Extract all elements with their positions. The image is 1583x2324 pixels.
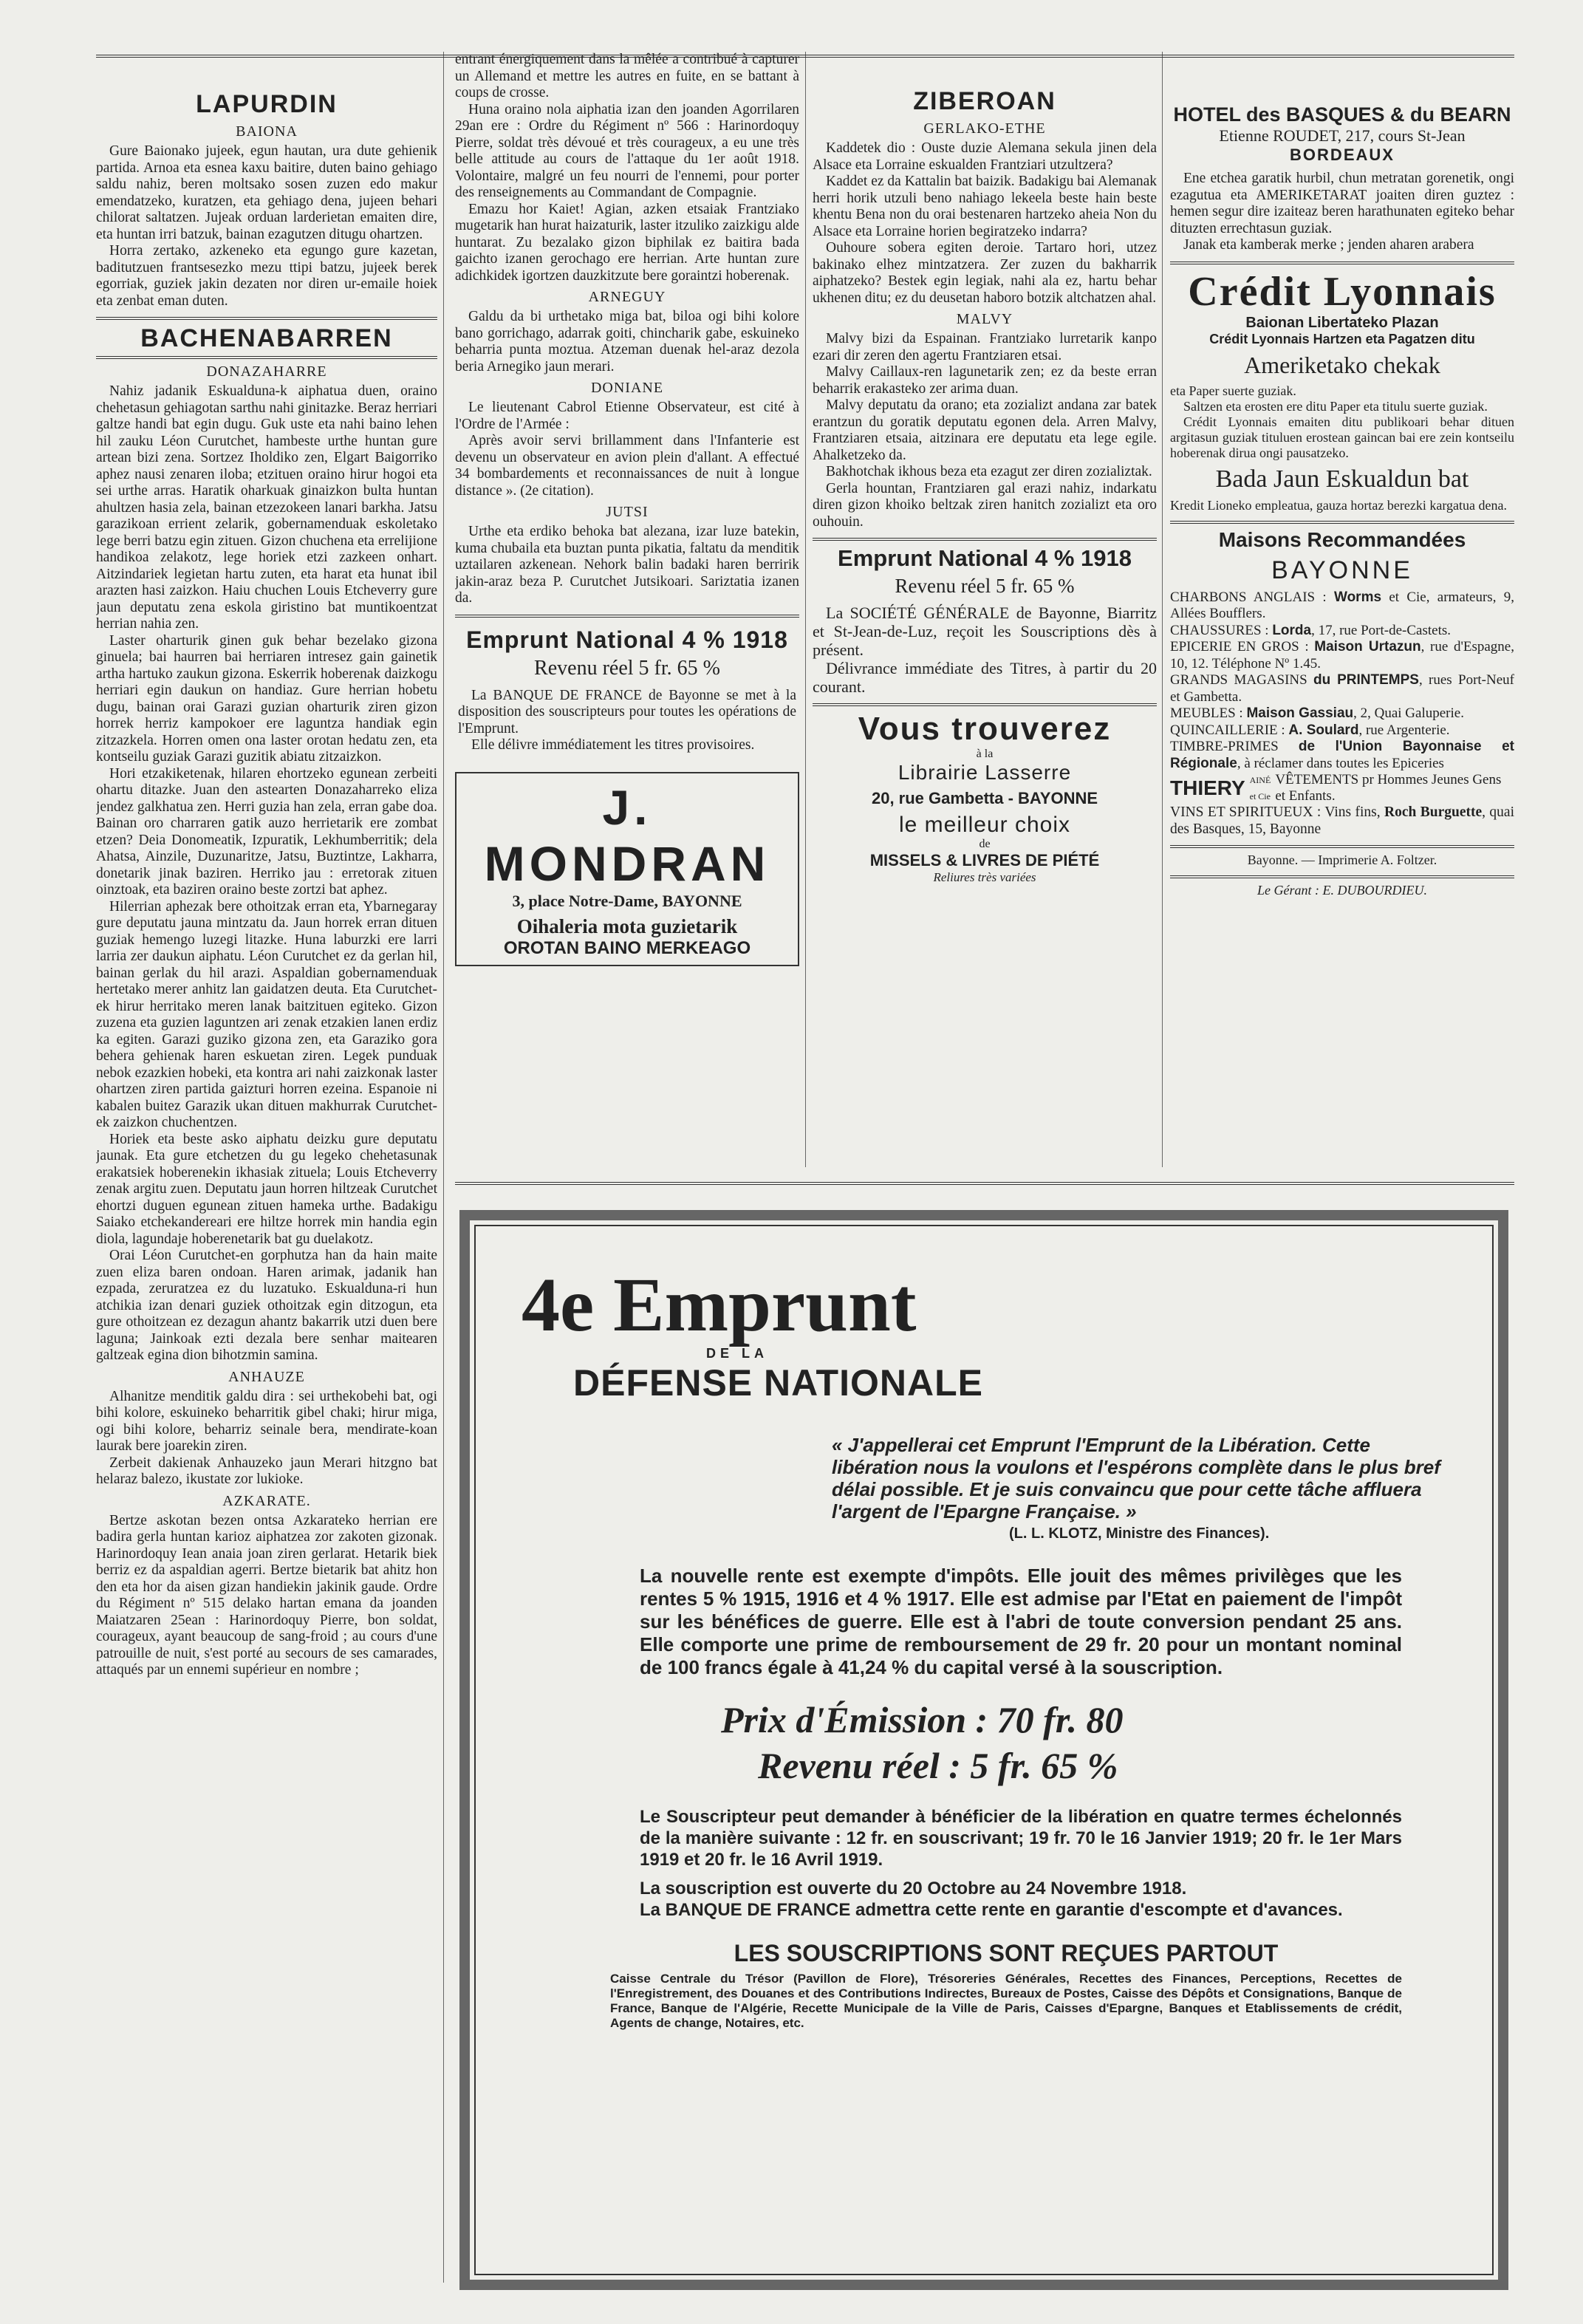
ad-text: Délivrance immédiate des Titres, à partir du 20 courant. — [813, 659, 1157, 696]
listing-name: A. Soulard — [1288, 722, 1359, 738]
section-rule — [1170, 262, 1514, 264]
ad-revenu: Revenu réel 5 fr. 65 % — [534, 656, 720, 680]
listing-rest: , rue d'Espagne, 10, 12. Téléphone Nº 1.45. — [1170, 639, 1514, 671]
big-ad-paragraph: La nouvelle rente est exempte d'impôts. Elle jouit des mêmes privilèges que les rentes 5 % 1915, 1916 et 4 % 1917. Elle est admise par l'Etat en paiement de l'impôt sur les bénéfices de guerre. Elle est à l'abri de toute conversion pendant 25 ans. Elle comporte une prime de remboursement de 29 fr. 20 pour un montant nominal de 100 francs égale à 41,24 % du capital versé à la souscription. — [640, 1565, 1402, 1678]
listing-rest: , quai des Basques, 15, Bayonne — [1170, 804, 1514, 837]
ad-text: Elle délivre immédiatement les titres provisoires. — [471, 737, 755, 753]
section-rule — [1170, 845, 1514, 848]
credit-cheques: Ameriketako chekak — [1244, 351, 1440, 378]
listing-rest: et Cie, armateurs, 9, Allées Boufflers. — [1170, 589, 1514, 621]
maisons-title: Maisons Recommandées — [1218, 527, 1466, 551]
article-paragraph: Nahiz jadanik Eskualduna-k aiphatua duen, oraino chehetasun gehiagotan sarthu nahi ginitazke. Beraz herriari galtze handi bat egin dugu. Guk uste eta nahi baino lehen hil zauku Léon Curutchet, hambeste urthe huntan gure artean bizi zena. Sortzez Iholdiko zen, Elgart Baigorriko aphez nausi zenaren iloba; etzituen oraino hirur hogoi eta sei urthe arras. Haratik oharkuak ginaizkon bulta huntan ahultzen hasia zela, bainan etzezokeen lanari barkha. Jatsu garazikoan errient zelarik, gobernamenduak eskoletako lege berri batzu egin zituen. Gizon chuchena eta errelijione handikoa zelakotz, lege horiek etzi zazkeen onhart. Aitzindariek legietan hartu zuten, eta harat eta hunat ibil arazten hasi zaizkon. Haiu chuchen Louis Etcheverry gure jaun deputatu zena eskola giristino bat muntikoentzat herrian nahia zen. — [96, 383, 437, 632]
column-3 — [813, 87, 1157, 1151]
top-rule — [96, 55, 1514, 58]
big-ad-quote-author: (L. L. KLOTZ, Ministre des Finances). — [1009, 1525, 1270, 1542]
ad-lib-small: de — [979, 838, 991, 850]
listing-name: Roch Burguette — [1384, 804, 1483, 820]
column-1 — [96, 65, 437, 2311]
gerant: Le Gérant : E. DUBOURDIEU. — [1257, 883, 1427, 898]
ad-lib-reliures: Reliures très variées — [933, 870, 1036, 884]
place-heading: ARNEGUY — [588, 289, 666, 305]
big-ad-de-la: DE LA — [706, 1346, 768, 1361]
article-paragraph: Laster oharturik ginen guk behar bezelako gizona ginuela; bai haurren bai herriaren intresez gain gainetik artha hartuko zaukun gizona. Eskerrik hoberenak daizkogu herriari egin daukun on handiaz. Gure herrian hobetu dugu, bainan orai Garazi guzian oharturik ziren gizon horrek herriz kampokoer ere laguntza handiak egin zitzazkela. Horren omen ona laster orotan hedatu zen, eta kontseilu guziak Garazi guzitik abiatu zitzaizkon. — [96, 632, 437, 765]
listing-name: Lorda — [1272, 622, 1312, 638]
article-paragraph: Hori etzakiketenak, hilaren ehortzeko egunean zerbeiti ohartu ditazke. Juan den astearten Donazaharreko eliza jendez galkhatua zen. Herri guzia han zela, erran gabe doa. Bainan oro charraren gatik auzo herrietarik ere zombat etzen? Deia Donomeatik, Izpuratik, Lekhumberritik; dela Ahatsa, Ainzile, Duzunaritze, Jatsu, Buztintze, Lakharra, donetarik jinak baziren. Herriko jau : erretorak zituen oinztoak, eta baziren oraino beste zortzi bat aphez. — [96, 765, 437, 898]
listing-name: Maison Urtazun — [1314, 639, 1421, 655]
article-paragraph: Malvy Caillaux-ren lagunetarik zen; ez da beste erran beharrik erakasteko zer arima duan. — [813, 364, 1157, 397]
credit-bada: Bada Jaun Eskualdun bat — [1215, 465, 1469, 493]
ad-mondran — [455, 772, 799, 966]
listing-name: Maison Gassiau — [1246, 705, 1354, 721]
article-paragraph: Malvy deputatu da orano; eta zozializt andana zar batek erantzun du goratik deputatu egonen dela. Arren Malvy, Frantziaren etsaia, aitzinara ere deputatu eta lege egile. Ahalketzeko da. — [813, 397, 1157, 463]
article-paragraph: Après avoir servi brillamment dans l'Infanterie est devenu un observateur en avion plein d'allant. A effectué 34 bombardements et reconnaissances de nuit à longue distance ». (2e citation). — [455, 433, 799, 499]
place-heading: DONIANE — [590, 380, 664, 396]
listing-category: TIMBRE-PRIMES — [1170, 739, 1279, 754]
big-ad-title-word: Emprunt — [613, 1262, 917, 1347]
ad-text: La SOCIÉTÉ GÉNÉRALE de Bayonne, Biarritz et St-Jean-de-Luz, reçoit les Souscriptions dès à présent. — [813, 604, 1157, 659]
section-rule — [813, 703, 1157, 706]
hotel-text: Ene etchea garatik hurbil, chun metratan gorenetik, ongi ezagutua eta AMERIKETARAT joaiten diren guztez : hemen segur dire izaiteaz beren harathunaten egiteko behar dituzten errechtasun guziak. — [1170, 171, 1514, 236]
article-paragraph: Bertze askotan bezen ontsa Azkarateko herrian ere badira gerla huntan karioz aiphatzea zor zakoten gizonak. Harinordoquy Iean anaia joan ziren gerlarat. Hetarik biek berriz ez da aspaldian agerri. Bertze bietarik bat ahitz hon den eta hor da aisen gizan handiekin jakinik gaude. Ordre du Régiment nº 515 delako hartan emana da joanden Maiatzaren 25ean : Harinordoquy Pierre, bon soldat, courageux, ayant beaucoup de sang-froid ; au cours d'une patrouille de nuit, s'est porté au secours de ses camarades, attaqués par un ennemi supérieur en nombre ; — [96, 1512, 437, 1678]
ad-mondran-line: Oihaleria mota guzietarik — [516, 915, 738, 937]
article-paragraph: Bakhotchak ikhous beza eta ezagut zer diren zozializtak. — [826, 464, 1152, 479]
place-heading: MALVY — [956, 311, 1013, 327]
section-rule — [1170, 521, 1514, 524]
article-paragraph: Huna oraino nola aiphatia izan den joanden Agorrilaren 29an ere : Ordre du Régiment nº 566 : Harinordoquy Pierre, soldat très dévoué et très courageux, a eu une très belle attitude au cours de l'attaque du 1er août 1918. Volontaire, malgré un feu nourri de l'ennemi, pour porter des renseignements au Commandant de Compagnie. — [455, 101, 799, 200]
ad-revenu: Revenu réel 5 fr. 65 % — [895, 575, 1075, 597]
ad-lib-name: Librairie Lasserre — [898, 761, 1072, 784]
listing-vins — [1170, 804, 1514, 838]
listing-item — [1170, 705, 1514, 722]
ad-mondran-name: J. MONDRAN — [484, 779, 770, 891]
credit-text: Saltzen eta erosten ere ditu Paper eta titulu suerte guziak. — [1183, 398, 1488, 414]
listing-item — [1170, 722, 1514, 739]
ad-lib-choix: le meilleur choix — [898, 813, 1071, 837]
ad-lib-small: à la — [976, 748, 994, 760]
credit-sub: Crédit Lyonnais Hartzen eta Pagatzen ditu — [1209, 331, 1475, 346]
listing-rest: , rue Argenterie. — [1358, 722, 1450, 738]
ad-librairie-lasserre — [813, 711, 1157, 885]
place-heading: ANHAUZE — [228, 1368, 305, 1385]
big-ad-revenu: Revenu réel : 5 fr. 65 % — [758, 1745, 1118, 1786]
article-paragraph: Emazu hor Kaiet! Agian, azken etsaiak Frantziako mugetarik han hurat haizaturik, laster itzuliko zaizkigu alde huntarat. Zu bezalako gizon biphilak ez baitira bada gaichto izanen gerochago ere herrian. Arte huntan zure adichkidek igortzen dauzkitzute bere goraintzi hoberenak. — [455, 201, 799, 284]
big-ad-title — [522, 1262, 1446, 1347]
imprimerie: Bayonne. — Imprimerie A. Foltzer. — [1247, 852, 1437, 867]
section-rule — [1170, 875, 1514, 878]
listing-category: QUINCAILLERIE : — [1170, 722, 1285, 738]
hotel-title: HOTEL des BASQUES & du BEARN — [1173, 103, 1511, 126]
listing-rest: , 17, rue Port-de-Castets. — [1311, 622, 1452, 638]
listing-item — [1170, 739, 1514, 772]
column-rule — [1162, 52, 1163, 1167]
credit-title: Crédit Lyonnais — [1188, 268, 1497, 315]
article-paragraph: Horra zertako, azkeneko eta egungo gure kazetan, baditutzuen frantsesezko mezu ttipi batzu, jujeek berek egorriak, guziek jakin dezaten nor diren ur-emaile hoiek eta zenbat eman duten. — [96, 243, 437, 309]
listing-category: EPICERIE EN GROS : — [1170, 639, 1309, 655]
big-ad-paragraph: Le Souscripteur peut demander à bénéficier de la libération en quatre termes échelonnés de la manière suivante : 12 fr. en souscrivant; 19 fr. 70 le 16 Janvier 1919; 20 fr. le 1er Mars 1919 et 20 fr. le 16 Avril 1919. — [640, 1807, 1402, 1870]
article-paragraph: Horiek eta beste asko aiphatu deizku gure deputatu jaunak. Eta gure etchetzen du gu legeko chehetasunak erakatsiek hoberenekin ikhasiak zituela; Louis Etcheverry zenak argitu zuen. Deputatu jaun horren hiltzeak Curutchet ehortzi duguen egunean zituen hameka urthe. Badakigu Saiako etchekandereari ere hiltze horrek min handia egin diola, lagundaje hoberenetarik bat gu duelakotz. — [96, 1131, 437, 1247]
ad-title: Emprunt National 4 % 1918 — [838, 545, 1132, 571]
article-paragraph: Le lieutenant Cabrol Etienne Observateur, est cité à l'Ordre de l'Armée : — [455, 400, 799, 432]
big-ad-paragraph: La souscription est ouverte du 20 Octobre au 24 Novembre 1918. — [640, 1879, 1187, 1898]
listing-item — [1170, 623, 1514, 640]
article-paragraph: entrant énergiquement dans la mêlée a contribué à capturer un Allemand et mettre les autres en fuite, en se battant à coups de crosse. — [455, 52, 799, 100]
hotel-owner: Etienne ROUDET, 217, cours St-Jean — [1219, 126, 1466, 145]
big-ad-defense: DÉFENSE NATIONALE — [573, 1362, 983, 1404]
big-ad-title-num: 4e — [522, 1262, 595, 1347]
article-paragraph: Ouhoure sobera egiten deroie. Tartaro hori, utzez bakinako elhez mintzatzera. Zer zuzen du bakharrik aiphatzeko? Bestek egin legiak, nahi ala ez, hartu behar ukhenen ditu; ez du deusetan haboro botzik altchatzen ahal. — [813, 240, 1157, 306]
article-paragraph: Gerla hountan, Frantziaren gal erazi nahiz, indarkatu diren gizon khoiko beltzak ziren hanitch zozializt eta oro ouhouin. — [813, 480, 1157, 530]
ad-mondran-address: 3, place Notre-Dame, BAYONNE — [512, 891, 742, 910]
ad-lib-headline: Vous trouverez — [858, 711, 1112, 747]
listing-name: Worms — [1333, 589, 1382, 605]
place-heading: JUTSI — [606, 504, 649, 520]
place-heading: AZKARATE. — [222, 1492, 311, 1509]
column-4 — [1170, 103, 1514, 1167]
ad-lib-missels: MISSELS & LIVRES DE PIÉTÉ — [869, 851, 1100, 869]
article-paragraph: Hilerrian aphezak bere othoitzak erran eta, Ybarnegaray gure deputatu jauna mintzatu da. Jaun horrek erran dituen guziak hemengo luzegi litazke. Huna laburzki ere larri larria zer daukun aiphatu. Léon Curutchet ez da gerlan hil, bainan gerlak du hil arazi. Aspaldian gobernamenduak hertetako merer anhitz lan gaidatzen deuta. Eta Curutchet-ek hirur herritako meren lanak baitzituen egiteko. Gizon zuzena eta guzien laguntzen ari zenak etzakien lanen erdiz ka egiten. Garazi guziko gizona zen, eta Garaziko gora behera gehienak haren eskuetan ziren. Legek punduak nebok ezazkien hobeki, eta kontra ari nahi zaizkonak laster ohartzen ziren partida gaizturi horren ezeina. Espanoie ni kabalen buitez Garazik ukan dituen makhurrak Curutchet-ek zaizkon chuchentzen. — [96, 898, 437, 1130]
mid-rule — [455, 1182, 1514, 1185]
hotel-text: Janak eta kamberak merke ; jenden aharen arabera — [1183, 237, 1474, 253]
listing-name: du PRINTEMPS — [1313, 672, 1419, 688]
listing-rest: , à réclamer dans toutes les Epiceries — [1237, 755, 1444, 771]
article-paragraph: Urthe eta erdiko behoka bat alezana, izar luze batekin, kuma chubaila eta buztan punta pikatia, faltatu da menditik uztailaren azkenean. Nehork balin badaki haren berririk jakin-araz beza P. Curutchet Jutsikoari. Sariztatia izanen da. — [455, 524, 799, 606]
ad-societe-generale — [813, 545, 1157, 696]
listing-category: GRANDS MAGASINS — [1170, 672, 1307, 688]
big-ad-partout: LES SOUSCRIPTIONS SONT REÇUES PARTOUT — [734, 1940, 1279, 1966]
big-ad-quote: « J'appellerai cet Emprunt l'Emprunt de la Libération. Cette libération nous la voulons et l'espérons complète dans le plus bref délai possible. Et je suis convaincu que pour cette tâche affluera l'argent de l'Epargne Française. » — [832, 1434, 1440, 1522]
ad-text: La BANQUE DE FRANCE de Bayonne se met à la disposition des souscripteurs pour toutes les opérations de l'Emprunt. — [458, 687, 796, 736]
section-title-ziberoan: ZIBEROAN — [913, 87, 1056, 115]
section-title-bachenabarren: BACHENABARREN — [96, 324, 437, 359]
listing-name: de l'Union Bayonnaise et Régionale — [1170, 739, 1514, 771]
section-rule — [455, 615, 799, 618]
article-paragraph: Orai Léon Curutchet-en gorphutza han da hain maite zuen eliza baren ondoan. Haren arimak, jadanik han ezpada, zeruratzea ez du luzatuko. Eskualduna-ri hun atchikia izan denari guziek othoitzak egin ditzogun, eta gure othoitzean ez dezagun ahantz bakarrik utzi duen bere laguna; Jainkoak ezti dezala bere senhar maitearen galtzeak egina dion bihotzmin samina. — [96, 1248, 437, 1363]
section-rule — [96, 317, 437, 320]
article-paragraph: Alhanitze menditik galdu dira : sei urthekobehi bat, ogi bihi kolore, eskuineko beharritik gibel chaki; hirur miga, ogi bihi kolore, beharriz seinale bera, mendirate-koan laurak bere joarekin ziren. — [96, 1388, 437, 1454]
article-paragraph: Malvy bizi da Espainan. Frantziako lurretarik kanpo ezari dir zeren den agertu Frantziaren etsai. — [813, 331, 1157, 363]
thiery-text: VÊTEMENTS pr Hommes Jeunes Gens et Enfants. — [1275, 772, 1502, 804]
listing-item — [1170, 589, 1514, 623]
ad-emprunt-defense-nationale — [459, 1210, 1508, 2290]
section-rule — [813, 538, 1157, 541]
big-ad-prix: Prix d'Émission : 70 fr. 80 — [721, 1699, 1124, 1740]
credit-place: Baionan Libertateko Plazan — [1245, 314, 1439, 331]
thiery-row — [1170, 772, 1514, 804]
ad-banque-de-france — [455, 622, 799, 759]
thiery-sub: AINÉ et Cie — [1249, 775, 1271, 802]
credit-text: Crédit Lyonnais emaiten ditu publikoari behar dituen argitasun guziak tituluen erostean gaincan bai ere zein kontseilu hoberenak dirua ongi pausatzeko. — [1170, 414, 1514, 460]
column-rule — [443, 52, 444, 2283]
ad-mondran-line: OROTAN BAINO MERKEAGO — [503, 937, 751, 958]
credit-text: eta Paper suerte guziak. — [1170, 383, 1296, 398]
article-paragraph: Zerbeit dakienak Anhauzeko jaun Merari hitzgno bat helaraz balezo, ikustate zor lukioke. — [96, 1455, 437, 1487]
place-heading: GERLAKO-ETHE — [923, 120, 1046, 137]
listing-item — [1170, 639, 1514, 672]
maisons-city: BAYONNE — [1271, 556, 1413, 584]
place-heading: BAIONA — [236, 123, 298, 140]
column-2 — [455, 52, 799, 1160]
article-paragraph: Galdu da bi urthetako miga bat, biloa ogi bihi kolore bano gorrichago, adarrak goiti, chincharik gabe, eskuineko beharria punta moztua. Atzeman duenak hel-araz dezola beria Arnegiko jaun merari. — [455, 309, 799, 375]
article-paragraph: Gure Baionako jujeek, egun hautan, ura dute gehienik partida. Arnoa eta esnea kaxu baitire, duten baino gehiago saldu nahiz, beren moltsako sosen zuzen edo makur emendatzeko, kuratzen, eta gehiago dena, jujeen behari chilorat saltatzen. Jujeak orduan larderietan emaiten dire, eta huntan irri batzuk, bainan ezagutzen ditugu ohartzen. — [96, 143, 437, 242]
hotel-city: BORDEAUX — [1290, 146, 1395, 164]
article-paragraph: Kaddetek dio : Ouste duzie Alemana sekula jinen dela Alsace eta Lorraine eskualden Frantziari utzultzera? — [813, 140, 1157, 173]
credit-text: Kredit Lioneko empleatua, gauza hortaz berezki kargatua dena. — [1170, 497, 1507, 513]
listing-rest: , rues Port-Neuf et Gambetta. — [1170, 672, 1514, 705]
listing-category: VINS ET SPIRITUEUX : Vins fins, — [1170, 804, 1381, 820]
big-ad-paragraph: Caisse Centrale du Trésor (Pavillon de Flore), Trésoreries Générales, Recettes des Finances, Perceptions, Recettes de l'Enregistrement, des Douanes et des Contributions Indirectes, Bureaux de Postes, Caisse des Dépôts et Consignations, Banque de France, Banque de l'Algérie, Recette Municipale de la Ville de Paris, Caisses d'Epargne, Banques et Etablissements de crédit, Agents de change, Notaires, etc. — [610, 1972, 1402, 2030]
maisons-list — [1170, 589, 1514, 773]
listing-category: MEUBLES : — [1170, 705, 1243, 721]
place-heading: DONAZAHARRE — [206, 363, 327, 380]
section-title-lapurdin: LAPURDIN — [196, 90, 338, 118]
listing-rest: , 2, Quai Galuperie. — [1353, 705, 1464, 721]
ad-title: Emprunt National 4 % 1918 — [466, 626, 788, 653]
thiery-name: THIERY — [1170, 776, 1245, 799]
listing-category: CHAUSSURES : — [1170, 622, 1269, 638]
listing-item — [1170, 672, 1514, 705]
column-rule — [805, 52, 806, 1167]
listing-category: CHARBONS ANGLAIS : — [1170, 589, 1327, 605]
big-ad-paragraph: La BANQUE DE FRANCE admettra cette rente en garantie d'escompte et d'avances. — [640, 1900, 1343, 1920]
article-paragraph: Kaddet ez da Kattalin bat baizik. Badakigu bai Alemanak herri horik utzuli beno nahiago lekeela beste hain beste khentu Bena non du orai bestenaren hartzeko aheia Non du Alsace eta Lorraine horien begiratzeko indarra? — [813, 174, 1157, 239]
ad-lib-address: 20, rue Gambetta - BAYONNE — [871, 789, 1098, 807]
